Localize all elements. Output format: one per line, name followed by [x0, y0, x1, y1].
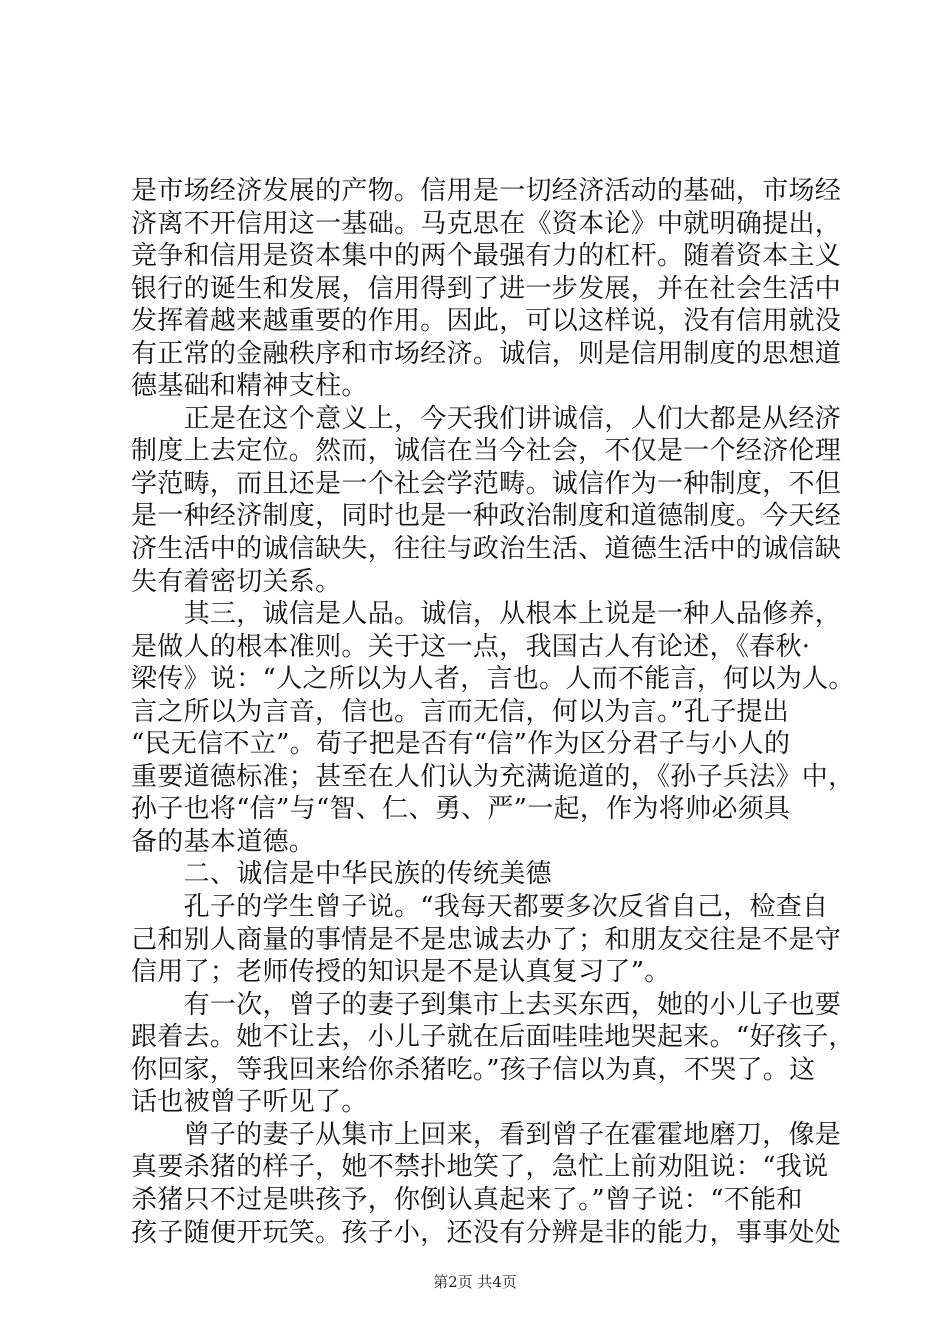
text-line: 杀猪只不过是哄孩予，你倒认真起来了。”曾子说：“不能和: [131, 1184, 803, 1215]
text-line: 真要杀猪的样子，她不禁扑地笑了，急忙上前劝阻说：“我说: [131, 1152, 829, 1183]
text-line: 孩子随便开玩笑。孩子小，还没有分辨是非的能力，事事处处: [131, 1217, 842, 1248]
text-line: 学范畴，而且还是一个社会学范畴。诚信作为一种制度，不但: [131, 468, 842, 499]
text-line: 是一种经济制度，同时也是一种政治制度和道德制度。今天经: [131, 501, 842, 532]
text-line: 制度上去定位。然而，诚信在当今社会，不仅是一个经济伦理: [131, 436, 842, 467]
page-number-footer: 第2页 共4页: [433, 1273, 517, 1291]
text-line: 重要道德标准；甚至在人们认为充满诡道的，《孙子兵法》中，: [131, 761, 855, 792]
text-line: 济生活中的诚信缺失，往往与政治生活、道德生活中的诚信缺: [131, 534, 842, 565]
text-line: 信用了；老师传授的知识是不是认真复习了”。: [131, 957, 671, 988]
text-line: 己和别人商量的事情是不是忠诚去办了；和朋友交往是不是守: [131, 924, 842, 955]
text-line: 竞争和信用是资本集中的两个最强有力的杠杆。随着资本主义: [131, 241, 842, 272]
body-text: [131, 175, 855, 1249]
text-line: 有一次，曾子的妻子到集市上去买东西，她的小儿子也要: [131, 989, 842, 1020]
text-line: “民无信不立”。荀子把是否有“信”作为区分君子与小人的: [131, 729, 791, 760]
text-line: 曾子的妻子从集市上回来，看到曾子在霍霍地磨刀，像是: [131, 1119, 842, 1150]
text-line: 话也被曾子听见了。: [131, 1087, 368, 1118]
text-line: 济离不开信用这一基础。马克思在《资本论》中就明确提出，: [131, 208, 842, 239]
text-line: 梁传》说：“人之所以为人者，言也。人而不能言，何以为人。: [131, 664, 855, 695]
text-line: 正是在这个意义上，今天我们讲诚信，人们大都是从经济: [131, 403, 842, 434]
text-line: 银行的诞生和发展，信用得到了进一步发展，并在社会生活中: [131, 273, 842, 304]
text-line: 你回家，等我回来给你杀猪吃。”孩子信以为真，不哭了。这: [131, 1054, 816, 1085]
text-line: 有正常的金融秩序和市场经济。诚信，则是信用制度的思想道: [131, 338, 842, 369]
section-heading: 二、诚信是中华民族的传统美德: [131, 859, 552, 890]
text-line: 是做人的根本准则。关于这一点，我国古人有论述，《春秋·: [131, 631, 811, 662]
text-line: 失有着密切关系。: [131, 566, 342, 597]
text-line: 孙子也将“信”与“智、仁、勇、严”一起，作为将帅必须具: [131, 794, 791, 825]
text-line: 备的基本道德。: [131, 826, 316, 857]
text-line: 其三，诚信是人品。诚信，从根本上说是一种人品修养，: [131, 599, 842, 630]
text-line: 德基础和精神支柱。: [131, 371, 368, 402]
text-line: 孔子的学生曾子说。“我每天都要多次反省自己，检查自: [131, 892, 829, 923]
text-line: 是市场经济发展的产物。信用是一切经济活动的基础，市场经: [131, 176, 842, 206]
text-line: 发挥着越来越重要的作用。因此，可以这样说，没有信用就没: [131, 306, 842, 337]
text-line: 言之所以为言音，信也。言而无信，何以为言。”孔子提出: [131, 696, 790, 727]
text-line: 跟着去。她不让去，小儿子就在后面哇哇地哭起来。“好孩子，: [131, 1022, 855, 1053]
